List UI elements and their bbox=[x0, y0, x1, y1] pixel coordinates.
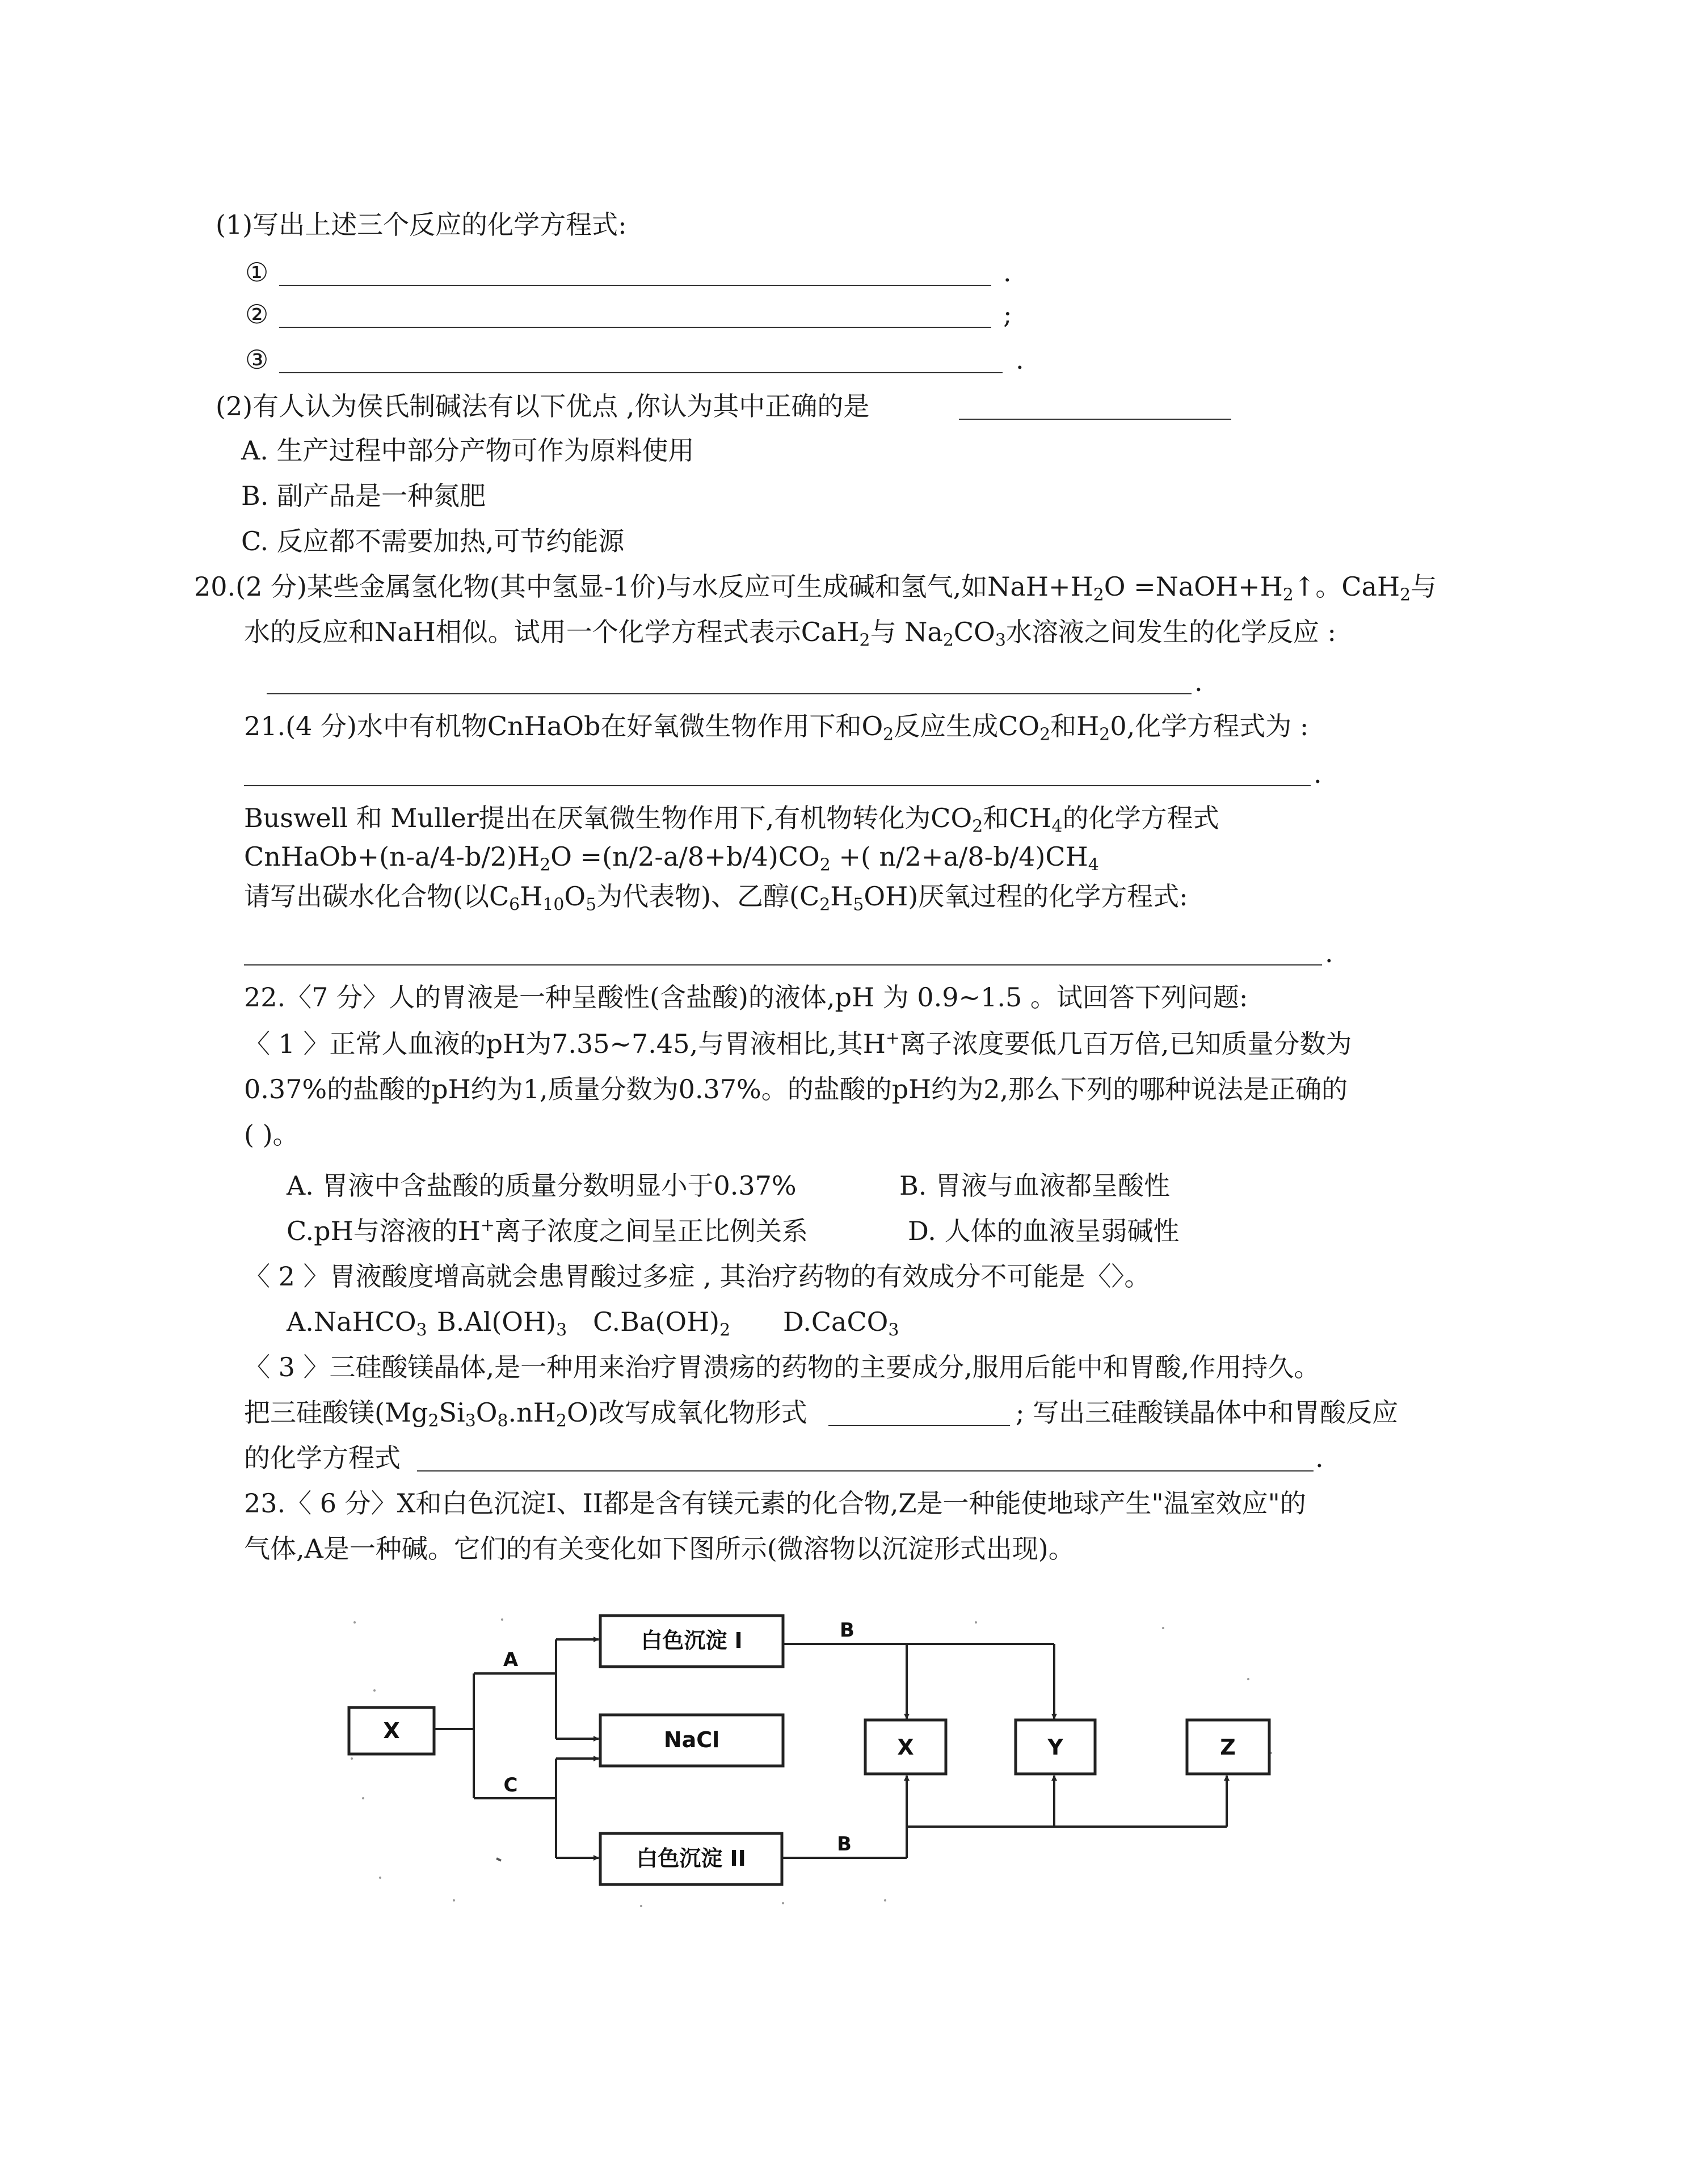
q22-option-b: B. 胃液与血液都呈酸性 bbox=[899, 1170, 1171, 1201]
q23-line2: 气体,A是一种碱。它们的有关变化如下图所示(微溶物以沉淀形式出现)。 bbox=[244, 1533, 1075, 1564]
box-z-label: Z bbox=[1220, 1735, 1236, 1760]
scan-specks bbox=[351, 1618, 1272, 1907]
q19-part1: (1)写出上述三个反应的化学方程式: bbox=[216, 209, 627, 240]
q22-oxide-form-blank[interactable] bbox=[828, 1425, 1010, 1426]
q20-line2: 水的反应和NaH相似。试用一个化学方程式表示CaH$_2$与 $Na_2CO_3$水溶液之间发生的化学反应 : bbox=[244, 617, 1336, 651]
q19-blank3-punct: . bbox=[1016, 344, 1024, 375]
q19-part2: (2)有人认为侯氏制碱法有以下优点 ,你认为其中正确的是 bbox=[216, 391, 870, 421]
q19-answer-blank-3[interactable] bbox=[279, 372, 1003, 373]
q22-line10-start: 把三硅酸镁$(Mg_2Si_3O_8.nH_2O)$改写成氧化物形式 bbox=[244, 1397, 807, 1431]
q19-blank2-marker: ② bbox=[245, 299, 269, 330]
q22-line11: 的化学方程式 bbox=[244, 1443, 401, 1473]
q19-blank1-punct: . bbox=[1003, 257, 1012, 288]
q21-answer-blank-2[interactable] bbox=[244, 964, 1322, 965]
arrow-label-a: A bbox=[503, 1648, 519, 1671]
q22-line3: 0.37%的盐酸的pH约为1,质量分数为0.37%。的盐酸的pH约为2,那么下列的哪种说法是正确的 bbox=[244, 1074, 1348, 1104]
box-z bbox=[1187, 1720, 1269, 1774]
q22-line1: 22.〈7 分〉人的胃液是一种呈酸性(含盐酸)的液体,pH 为 0.9~1.5 。试回答下列问题: bbox=[244, 982, 1248, 1013]
q22-answer-b: $B.Al(OH)_3$ bbox=[437, 1306, 567, 1340]
reaction-flow-diagram bbox=[340, 1611, 1282, 1912]
q22-answer-a: A.NaHCO$_3$ bbox=[287, 1306, 427, 1340]
q21-line3: Buswell 和 Muller提出在厌氧微生物作用下,有机物转化为$CO_2$和$CH_4$的化学方程式 bbox=[244, 803, 1219, 837]
q22-line9: 〈 3 〉三硅酸镁晶体,是一种用来治疗胃溃疡的药物的主要成分,服用后能中和胃酸,作用持久。 bbox=[244, 1352, 1320, 1382]
box-white-precipitate-1 bbox=[600, 1616, 783, 1667]
q22-answer-d: D.CaCO$_3$ bbox=[783, 1306, 899, 1340]
box-white-precipitate-1-label: 白色沉淀 I bbox=[641, 1628, 743, 1653]
arrow-label-b-top: B bbox=[840, 1619, 854, 1642]
q22-option-c: C.pH与溶液的H+离子浓度之间呈正比例关系 bbox=[287, 1215, 808, 1246]
q21-line5: 请写出碳水化合物(以$C_6H_{10}O_5$为代表物)、乙醇$(C_2H_5OH)$厌氧过程的化学方程式: bbox=[244, 881, 1188, 915]
q22-equation-blank[interactable] bbox=[417, 1470, 1314, 1472]
box-nacl-label: NaCl bbox=[663, 1727, 720, 1752]
q20-answer-blank[interactable] bbox=[267, 693, 1192, 694]
q22-option-d: D. 人体的血液呈弱碱性 bbox=[908, 1216, 1180, 1246]
connector-lines bbox=[434, 1639, 1227, 1858]
arrow-label-b-bottom: B bbox=[837, 1833, 852, 1856]
q22-option-a: A. 胃液中含盐酸的质量分数明显小于0.37% bbox=[287, 1170, 797, 1201]
q22-line7: 〈 2 〉胃液酸度增高就会患胃酸过多症 , 其治疗药物的有效成分不可能是〈〉。 bbox=[244, 1261, 1151, 1292]
scan-mark bbox=[496, 1858, 501, 1861]
box-x-left-label: X bbox=[383, 1718, 400, 1743]
q21-end-punct-2: . bbox=[1325, 938, 1333, 968]
q22-line10-end: ; 写出三硅酸镁晶体中和胃酸反应 bbox=[1016, 1397, 1399, 1428]
q19-blank1-marker: ① bbox=[245, 257, 269, 288]
q19-option-a: A. 生产过程中部分产物可作为原料使用 bbox=[241, 435, 694, 466]
q21-line1: 21.(4 分)水中有机物CnHaOb在好氧微生物作用下和$O_2$反应生成$CO_2$和$H_20$,化学方程式为 : bbox=[244, 711, 1309, 745]
q19-answer-blank-1[interactable] bbox=[279, 285, 991, 286]
q19-blank3-marker: ③ bbox=[245, 344, 269, 375]
q19-blank2-punct: ; bbox=[1003, 299, 1012, 330]
arrow-label-c: C bbox=[503, 1774, 518, 1797]
q21-buswell-equation: $CnHaOb+(n-a/4-b/2)H_2O =(n/2-a/8+b/4)CO_2$ +( $n/2+a/8-b/4)CH_4$ bbox=[244, 841, 1099, 875]
box-white-precipitate-2-label: 白色沉淀 II bbox=[636, 1846, 746, 1871]
box-y bbox=[1016, 1720, 1095, 1774]
box-nacl bbox=[600, 1715, 783, 1766]
q22-answer-c: $C.Ba(OH)_2$ bbox=[593, 1306, 731, 1340]
q21-answer-blank-1[interactable] bbox=[244, 785, 1311, 786]
box-x-right bbox=[865, 1720, 946, 1774]
q19-option-b: B. 副产品是一种氮肥 bbox=[241, 480, 486, 511]
q23-line1: 23.〈 6 分〉X和白色沉淀I、II都是含有镁元素的化合物,Z是一种能使地球产生"温室效应"的 bbox=[244, 1488, 1306, 1519]
q19-answer-blank-2[interactable] bbox=[279, 327, 991, 328]
q22-line2: 〈 1 〉正常人血液的pH为7.35~7.45,与胃液相比,其H+离子浓度要低几百万倍,已知质量分数为 bbox=[244, 1028, 1352, 1059]
q19-part2-answer-blank[interactable] bbox=[959, 419, 1231, 420]
box-white-precipitate-2 bbox=[600, 1833, 782, 1884]
q20-end-punct: . bbox=[1194, 667, 1203, 697]
box-y-label: Y bbox=[1047, 1735, 1063, 1760]
q22-line4: ( )。 bbox=[244, 1119, 299, 1150]
q20-line1: 20.(2 分)某些金属氢化物(其中氢显-1价)与水反应可生成碱和氢气,如$NaH+H_2O$ $=NaOH+H_2↑$。CaH$_2$与 bbox=[194, 571, 1437, 605]
q22-end-punct: . bbox=[1315, 1443, 1324, 1473]
q19-option-c: C. 反应都不需要加热,可节约能源 bbox=[241, 526, 625, 556]
box-x-left bbox=[349, 1707, 434, 1754]
box-x-right-label: X bbox=[897, 1735, 914, 1760]
q21-end-punct-1: . bbox=[1314, 758, 1322, 789]
